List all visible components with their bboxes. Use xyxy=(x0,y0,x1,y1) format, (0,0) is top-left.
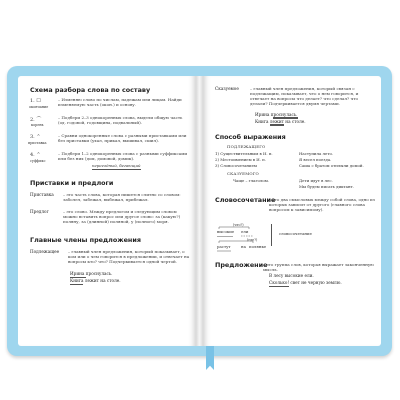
skaz-text: – главный член предложения, который связан с подлежащим, показывает, что о нем говорится, и отвечает на вопросы что делает? что сделал? что делали? Подчеркивается двумя чертами. xyxy=(250,86,359,106)
section-prefix-preposition-heading: Приставки и предлоги xyxy=(30,179,114,187)
step-1-icon: 1. ☐ xyxy=(30,98,41,104)
sub-skaz: СКАЗУЕМОГО xyxy=(227,171,259,176)
left-page xyxy=(18,76,196,346)
step-3-icon: 3. ⌃ xyxy=(30,134,41,140)
skaz-row-example-1: Дети идут в лес. xyxy=(299,178,333,183)
diag-question-2: (где?) xyxy=(247,238,258,242)
step-3-text: – Сравни однокоренные слова с разными приставками или без приставки (ухал, прикал, вышивал, сшил). xyxy=(58,133,187,143)
diag-word-high: высокие xyxy=(217,229,235,234)
diag-word-grow: растут xyxy=(217,244,231,249)
step-4-icon: 4. ⌃ xyxy=(30,152,41,158)
pod-row-3-label: 3) Словосочетанием xyxy=(215,163,257,168)
podlezh-label: Подлежащее xyxy=(30,249,60,254)
section-phrase-heading: Словосочетание xyxy=(215,196,276,204)
step-2-text: – Подбери 2–3 однокоренных слова, выдели общую часть (од. годовой, годовщина, подвальный). xyxy=(58,115,183,125)
step-1-text: – Изменяю слово по числам, падежам или лицам. Найди изменяемую часть (окон.) и основу. xyxy=(58,97,182,107)
right-page xyxy=(203,76,381,346)
predl-text: – это группа слов, которая выражает законченную мысль. xyxy=(263,262,374,272)
step-1-sub: окончание xyxy=(29,105,49,109)
predl-example-2: Сколько! свет не черную землю. xyxy=(269,280,342,285)
predl-example-1: В лесу высокие ели. xyxy=(269,273,314,278)
pristavka-text: – это часть слова, которая пишется слитно со словом: заболел, забежал, выбежал, прибежал. xyxy=(63,192,181,202)
predlog-label: Предлог xyxy=(30,209,49,214)
example-words: переездный, бегающий xyxy=(92,163,141,168)
podlezh-underline-2 xyxy=(70,284,83,285)
step-2-sub: корень xyxy=(31,123,44,127)
predlog-text: – это слово. Между предлогом и следующим словом можно вставить вопрос или другое слово: за (какую?) поляну, за (длинной) поляной, у (полного) моря. xyxy=(63,209,181,224)
podlezh-example-1: Ирина проснулась. xyxy=(70,271,113,276)
notebook-spine xyxy=(196,76,203,346)
section-expression-heading: Способ выражения xyxy=(215,133,286,141)
step-3-sub: приставка xyxy=(28,141,47,145)
pod-row-1-example: Наступила лето. xyxy=(299,151,334,156)
skaz-underline-2b xyxy=(270,125,284,126)
skaz-example-1: Ирина проснулась. xyxy=(255,112,298,117)
skaz-label: Сказуемое xyxy=(215,86,239,91)
predl-underline xyxy=(269,286,289,287)
pod-row-2-label: 2) Местоимением в И. п. xyxy=(215,157,266,162)
skaz-example-2: Книга лежит на столе. xyxy=(255,119,306,124)
diag-box-label: словосочетание xyxy=(279,231,312,236)
pristavka-label: Приставка xyxy=(30,192,54,197)
sub-podlezh: ПОДЛЕЖАЩЕГО xyxy=(227,144,266,149)
pod-row-1-label: 1) Существительным в И. п. xyxy=(215,151,273,156)
step-4-sub: суффикс xyxy=(30,159,46,163)
diag-word-spruces: ели xyxy=(241,229,249,234)
skaz-row-example-2: Мы будем писать диктант. xyxy=(299,184,354,189)
diag-question-1: (что?) xyxy=(233,223,244,227)
podlezh-text: – главный член предложения, который показывает, о ком или о чем говорится в предложении, и отвечает на вопросы кто? что? Подчеркивается одной чертой. xyxy=(68,249,190,264)
left-title: Схема разбора слова по составу xyxy=(30,86,151,94)
diag-word-on: на xyxy=(241,244,246,249)
slovos-text: – это два смысловых между собой слова, одно из которых зависит от другого (главного слова вопросом к зависимому). xyxy=(269,197,375,212)
step-4-text: – Подбери 1–2 однокоренных слова с разными суффиксами или без них (дом, домовой, домик). xyxy=(58,151,188,161)
section-main-members-heading: Главные члены предложения xyxy=(30,236,141,244)
diag-word-glade: полянке xyxy=(249,244,267,249)
pod-row-2-example: Я весел поезда. xyxy=(299,157,332,162)
section-sentence-heading: Предложение xyxy=(215,261,268,269)
pod-row-3-example: Саша с братом отплыли домой. xyxy=(299,163,364,168)
diag-bracket xyxy=(271,224,273,246)
step-2-icon: 2. ⌒ xyxy=(30,117,42,123)
skaz-row-label: Чаще – глаголом. xyxy=(233,178,269,183)
podlezh-example-2: Книга лежит на столе. xyxy=(70,278,121,283)
